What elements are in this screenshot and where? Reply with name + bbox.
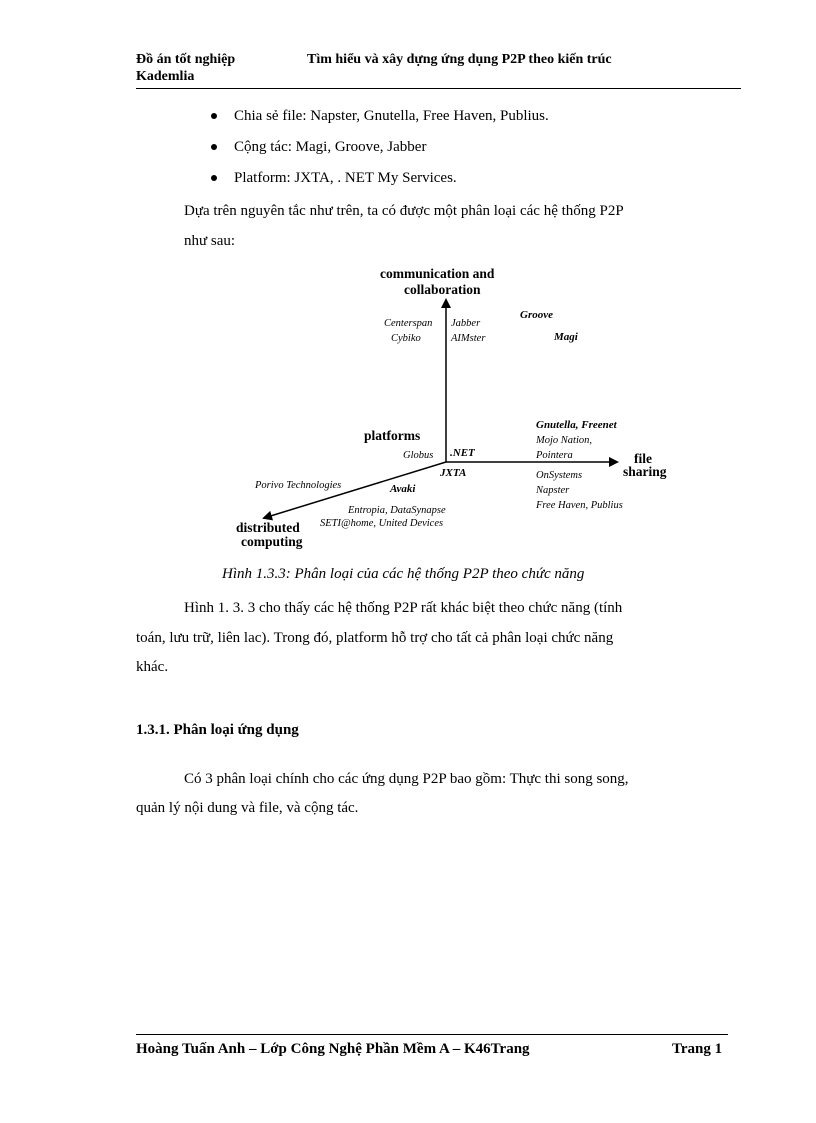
footer-page-number: Trang 1	[672, 1041, 723, 1057]
footer-rule	[136, 1034, 728, 1035]
section-para-line1: Có 3 phân loại chính cho các ứng dụng P2P bao gồm: Thực thi song song,	[184, 771, 629, 787]
item-porivo: Porivo Technologies	[255, 480, 342, 491]
axis-top-label-line2: collaboration	[404, 282, 481, 297]
item-seti: SETI@home, United Devices	[320, 518, 444, 529]
figure-caption: Hình 1.3.3: Phân loại của các hệ thống P2P theo chức năng	[222, 566, 585, 582]
item-pointera: Pointera	[536, 450, 573, 461]
item-aimster: AIMster	[451, 333, 486, 344]
list-item	[207, 104, 549, 135]
list-item	[207, 135, 549, 166]
axis-bottom-label-line2: computing	[241, 534, 303, 549]
item-globus: Globus	[403, 450, 434, 461]
axis-right-label-line1: file	[634, 451, 652, 466]
bullet-list	[207, 104, 549, 197]
item-centerspan: Centerspan	[384, 318, 433, 329]
item-onsystems: OnSystems	[536, 470, 583, 481]
intro-para-line2: như sau:	[184, 233, 236, 249]
bullet-icon	[211, 144, 217, 150]
p2p-classification-figure	[230, 262, 690, 554]
item-jxta: JXTA	[440, 467, 467, 479]
header-title: Tìm hiểu và xây dựng ứng dụng P2P theo kiến trúc	[307, 52, 612, 67]
bullet-icon	[211, 175, 217, 181]
list-item	[207, 166, 549, 197]
item-entropia: Entropia, DataSynapse	[348, 505, 446, 516]
item-groove: Groove	[520, 309, 553, 321]
body-para-line1: Hình 1. 3. 3 cho thấy các hệ thống P2P rất khác biệt theo chức năng (tính	[184, 600, 623, 616]
axis-bottom-label-line1: distributed	[236, 520, 300, 535]
body-para-line2: toán, lưu trữ, liên lac). Trong đó, platform hỗ trợ cho tất cả phân loại chức năng	[136, 630, 614, 646]
item-jabber: Jabber	[451, 318, 481, 329]
item-cybiko: Cybiko	[391, 333, 421, 344]
section-heading: 1.3.1. Phân loại ứng dụng	[136, 722, 299, 738]
item-gnutella-freenet: Gnutella, Freenet	[536, 419, 617, 431]
platforms-label: platforms	[364, 428, 421, 443]
header-rule	[136, 88, 741, 89]
header-left-line2: Kademlia	[136, 69, 195, 84]
list-item-text: Platform: JXTA, . NET My Services.	[234, 170, 457, 186]
bullet-icon	[211, 113, 217, 119]
item-magi: Magi	[554, 331, 578, 343]
footer-left: Hoàng Tuấn Anh – Lớp Công Nghệ Phần Mềm A – K46Trang	[136, 1041, 530, 1057]
list-item-text: Chia sẻ file: Napster, Gnutella, Free Haven, Publius.	[234, 108, 549, 124]
body-para-line3: khác.	[136, 659, 169, 675]
item-net: .NET	[450, 447, 475, 459]
axis-right-label-line2: sharing	[623, 464, 667, 479]
item-mojo-nation: Mojo Nation,	[536, 435, 593, 446]
item-avaki: Avaki	[390, 483, 416, 495]
list-item-text: Cộng tác: Magi, Groove, Jabber	[234, 139, 427, 155]
header-left-line1: Đồ án tốt nghiệp	[136, 52, 236, 67]
intro-para-line1: Dựa trên nguyên tắc như trên, ta có được một phân loại các hệ thống P2P	[184, 203, 624, 219]
item-napster: Napster	[536, 485, 570, 496]
item-freehaven-publius: Free Haven, Publius	[536, 500, 623, 511]
section-para-line2: quản lý nội dung và file, và cộng tác.	[136, 800, 359, 816]
axis-top-label-line1: communication and	[380, 266, 495, 281]
